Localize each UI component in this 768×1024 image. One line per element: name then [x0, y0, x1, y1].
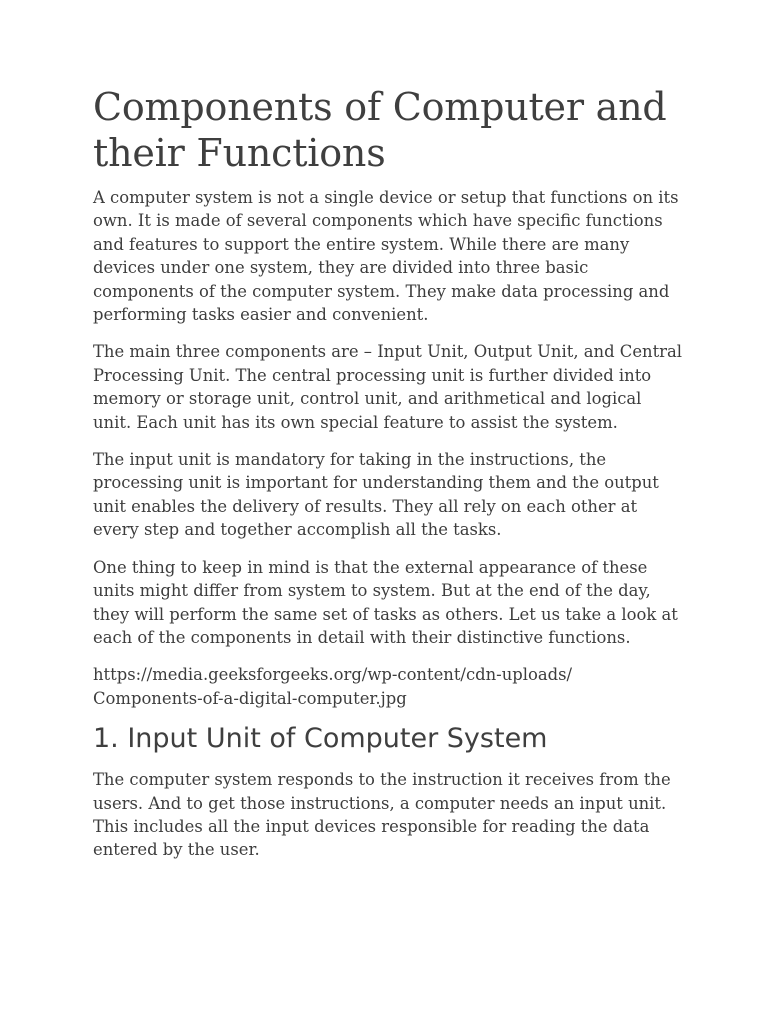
image-url-text	[93, 663, 683, 710]
section-heading-input-unit: 1. Input Unit of Computer System	[93, 723, 548, 755]
units-role-paragraph: The input unit is mandatory for taking in the instructions, the processing unit is important for understanding them and the output unit enables the delivery of results. They all rely on each other at every step and together accomplish all the tasks.	[93, 450, 659, 540]
image-url-line-2: Components-of-a-digital-computer.jpg	[93, 688, 407, 708]
main-components-paragraph: The main three components are – Input Unit, Output Unit, and Central Processing Unit. The central processing unit is further divided into memory or storage unit, control unit, and arithmetical and logical unit. Each unit has its own special feature to assist the system.	[93, 342, 683, 432]
image-url-line-1: https://media.geeksforgeeks.org/wp-content/cdn-uploads/	[93, 665, 573, 685]
document-page	[93, 84, 683, 876]
intro-paragraph: A computer system is not a single device or setup that functions on its own. It is made of several components which have specific functions and features to support the entire system. While there are many devices under one system, they are divided into three basic components of the computer system. They make data processing and performing tasks easier and convenient.	[93, 188, 679, 325]
input-unit-paragraph: The computer system responds to the instruction it receives from the users. And to get those instructions, a computer needs an input unit. This includes all the input devices responsible for reading the data entered by the user.	[93, 770, 671, 860]
page-title: Components of Computer and their Functions	[93, 85, 667, 175]
appearance-paragraph: One thing to keep in mind is that the external appearance of these units might differ from system to system. But at the end of the day, they will perform the same set of tasks as others. Let us take a look at each of the components in detail with their distinctive functions.	[93, 557, 678, 647]
